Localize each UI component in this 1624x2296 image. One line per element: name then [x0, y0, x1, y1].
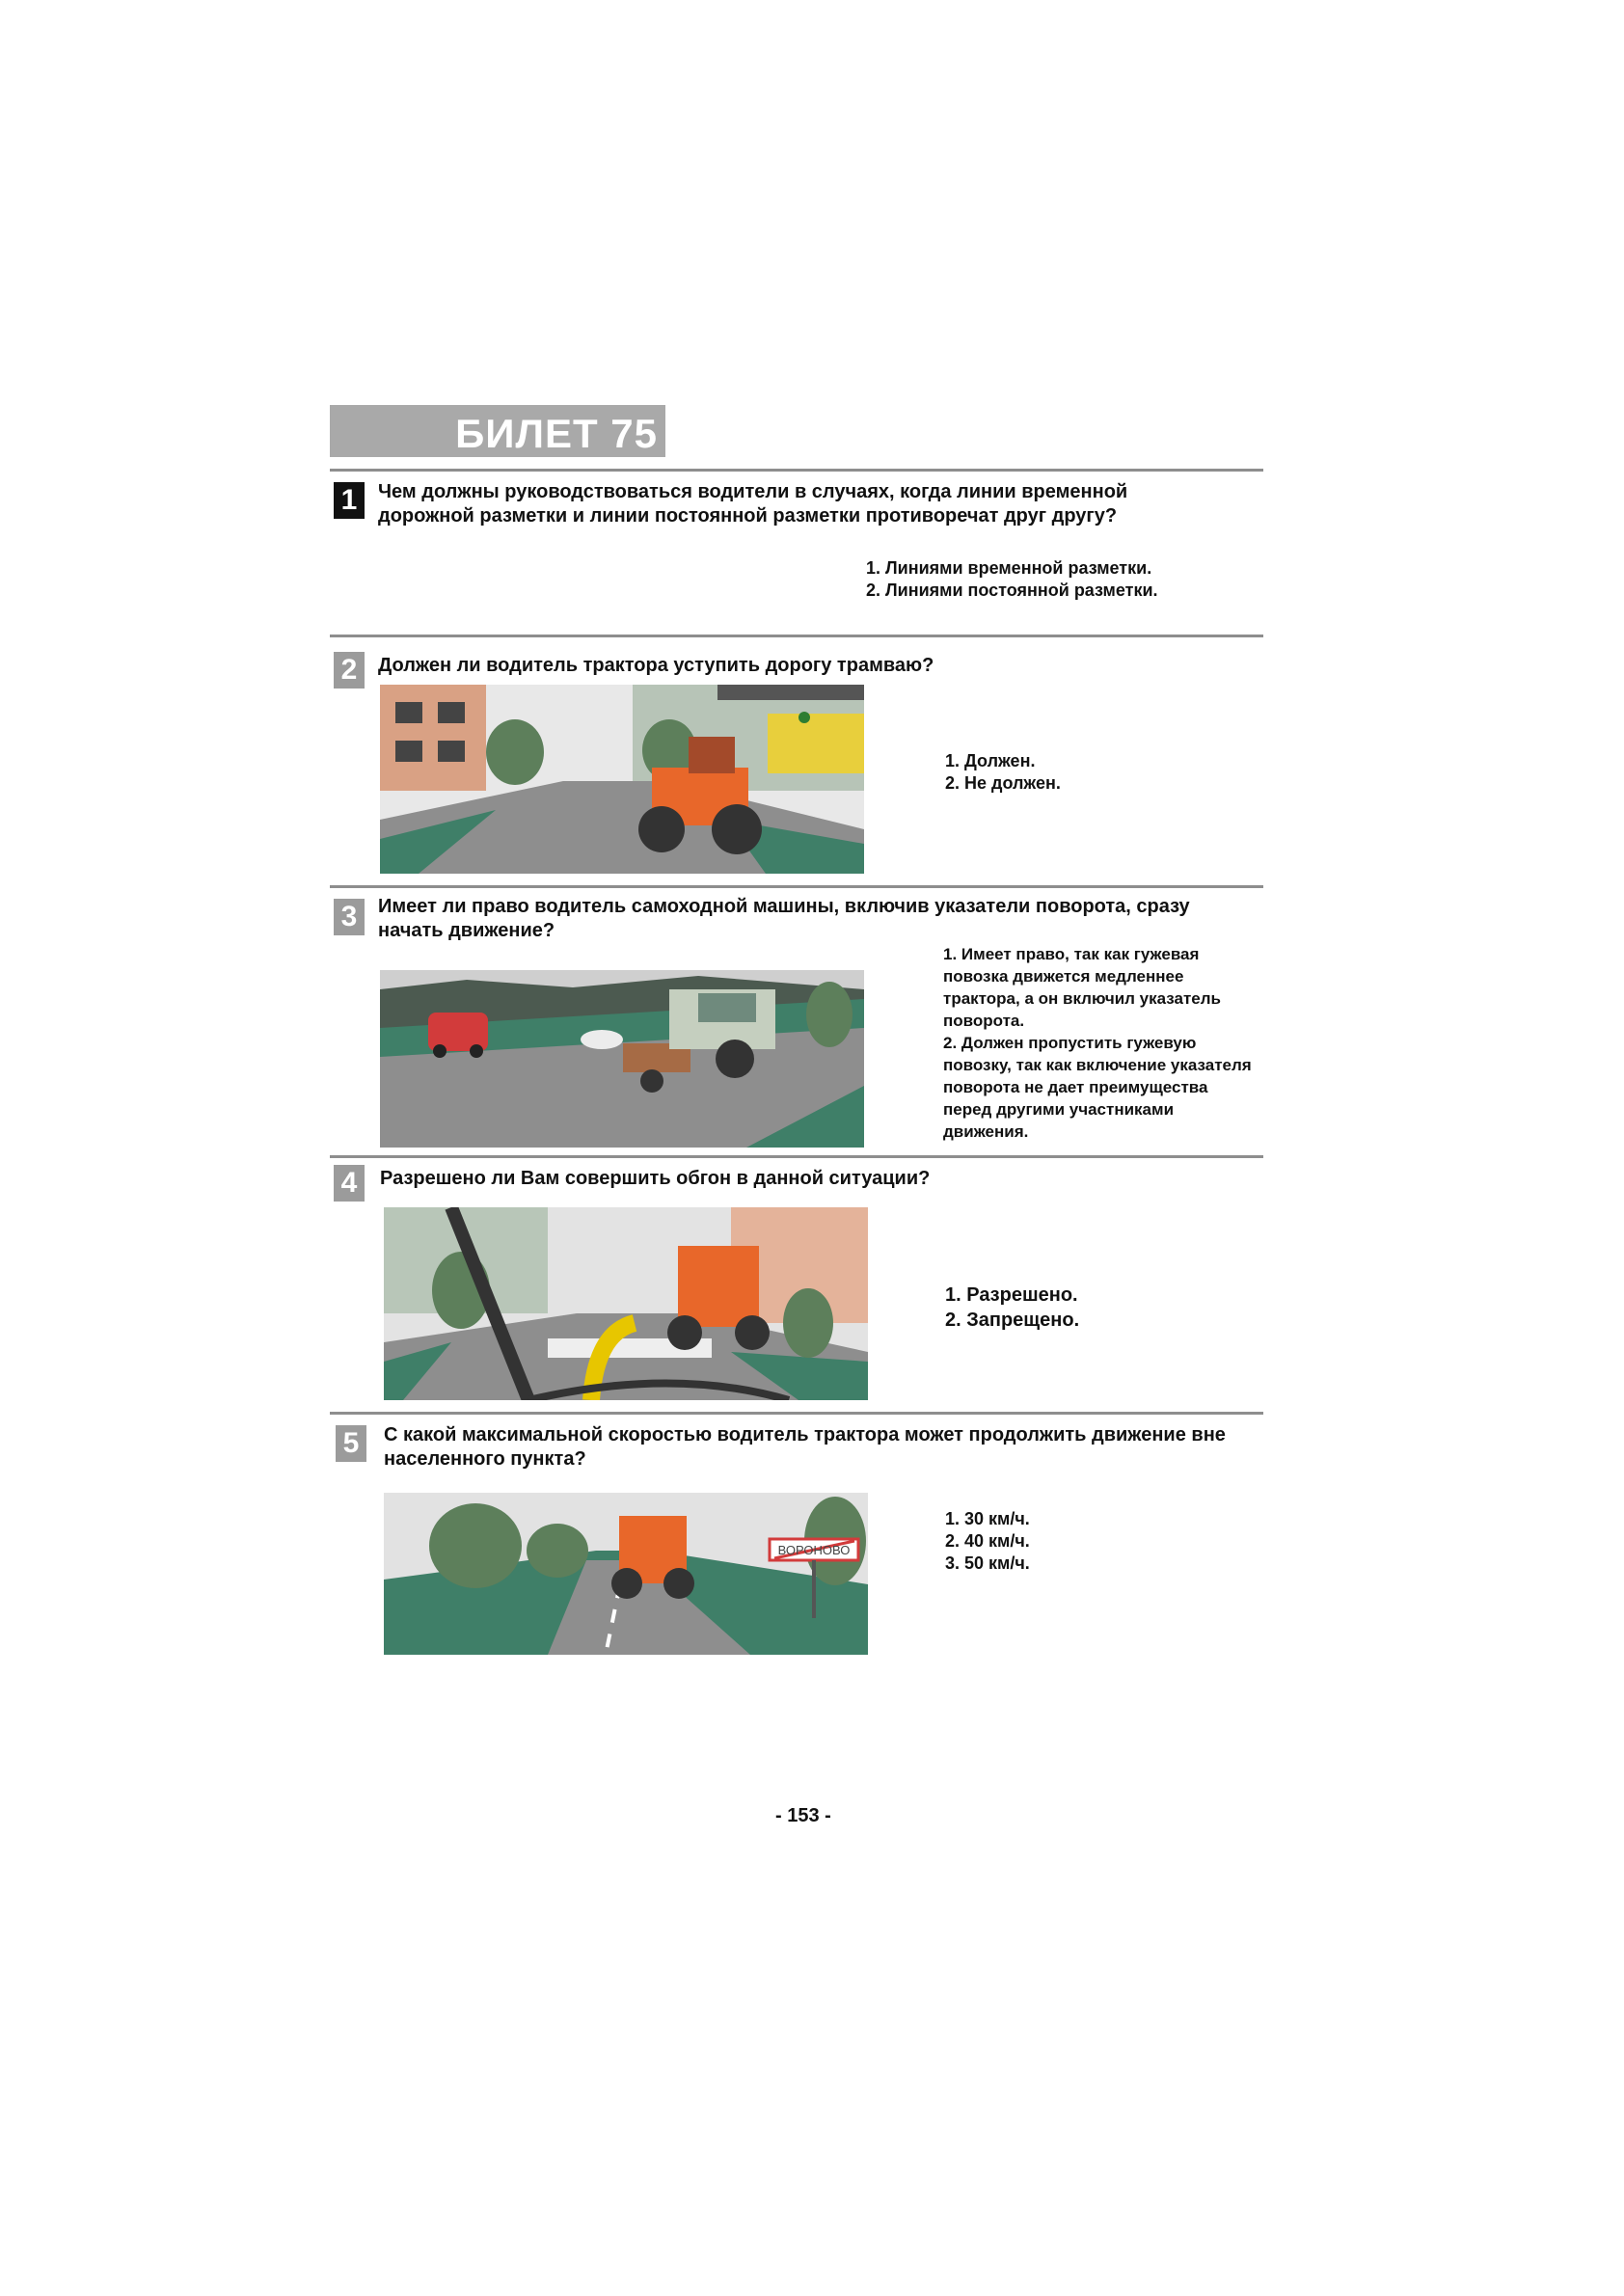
- question-number-4: 4: [334, 1165, 365, 1202]
- answer-option[interactable]: 2. Должен пропустить гужевую повозку, так как включение указателя поворота не дает преимущества перед другими участниками движения.: [943, 1034, 1252, 1141]
- question-5-text: С какой максимальной скоростью водитель трактора может продолжить движение вне населенного пункта?: [384, 1424, 1226, 1470]
- divider: [330, 635, 1263, 637]
- question-1-text: Чем должны руководствоваться водители в случаях, когда линии временной дорожной разметки и линии постоянной разметки противоречат друг другу?: [378, 481, 1128, 527]
- answer-option[interactable]: 2. Не должен.: [945, 773, 1061, 793]
- answer-option[interactable]: 1. 30 км/ч.: [945, 1509, 1030, 1528]
- divider: [330, 469, 1263, 472]
- ticket-title-bar: [330, 405, 665, 457]
- question-4-text: Разрешено ли Вам совершить обгон в данной ситуации?: [380, 1168, 931, 1189]
- question-4-illustration: [384, 1207, 868, 1400]
- divider: [330, 1412, 1263, 1415]
- ticket-title: БИЛЕТ 75: [455, 411, 658, 456]
- question-number-2: 2: [334, 652, 365, 689]
- question-4-answers: [945, 1283, 1079, 1333]
- answer-option[interactable]: 1. Линиями временной разметки.: [866, 558, 1152, 578]
- answer-option[interactable]: 1. Должен.: [945, 751, 1036, 770]
- answer-option[interactable]: 2. Линиями постоянной разметки.: [866, 581, 1158, 600]
- question-3-text: Имеет ли право водитель самоходной машины, включив указатели поворота, сразу начать движение?: [378, 896, 1190, 941]
- settlement-sign-text: ВОРОНОВО: [777, 1543, 851, 1557]
- question-2-illustration: [380, 685, 864, 874]
- question-5-answers: [945, 1508, 1030, 1575]
- divider: [330, 885, 1263, 888]
- question-5-illustration: [384, 1493, 868, 1655]
- question-3-illustration: [380, 970, 864, 1148]
- divider: [330, 1155, 1263, 1158]
- answer-option[interactable]: 2. 40 км/ч.: [945, 1531, 1030, 1551]
- question-1-answers: [866, 557, 1158, 602]
- question-number-1: 1: [334, 482, 365, 519]
- answer-option[interactable]: 2. Запрещено.: [945, 1310, 1080, 1331]
- answer-option[interactable]: 1. Разрешено.: [945, 1284, 1078, 1306]
- page-number: - 153 -: [775, 1805, 831, 1826]
- question-2-text: Должен ли водитель трактора уступить дорогу трамваю?: [378, 655, 934, 676]
- question-number-3: 3: [334, 899, 365, 935]
- question-2-answers: [945, 750, 1061, 795]
- question-number-5: 5: [336, 1425, 366, 1462]
- answer-option[interactable]: 3. 50 км/ч.: [945, 1553, 1030, 1573]
- answer-option[interactable]: 1. Имеет право, так как гужевая повозка движется медленнее трактора, а он включил указатель поворота.: [943, 945, 1222, 1030]
- question-3-answers: [943, 943, 1258, 1143]
